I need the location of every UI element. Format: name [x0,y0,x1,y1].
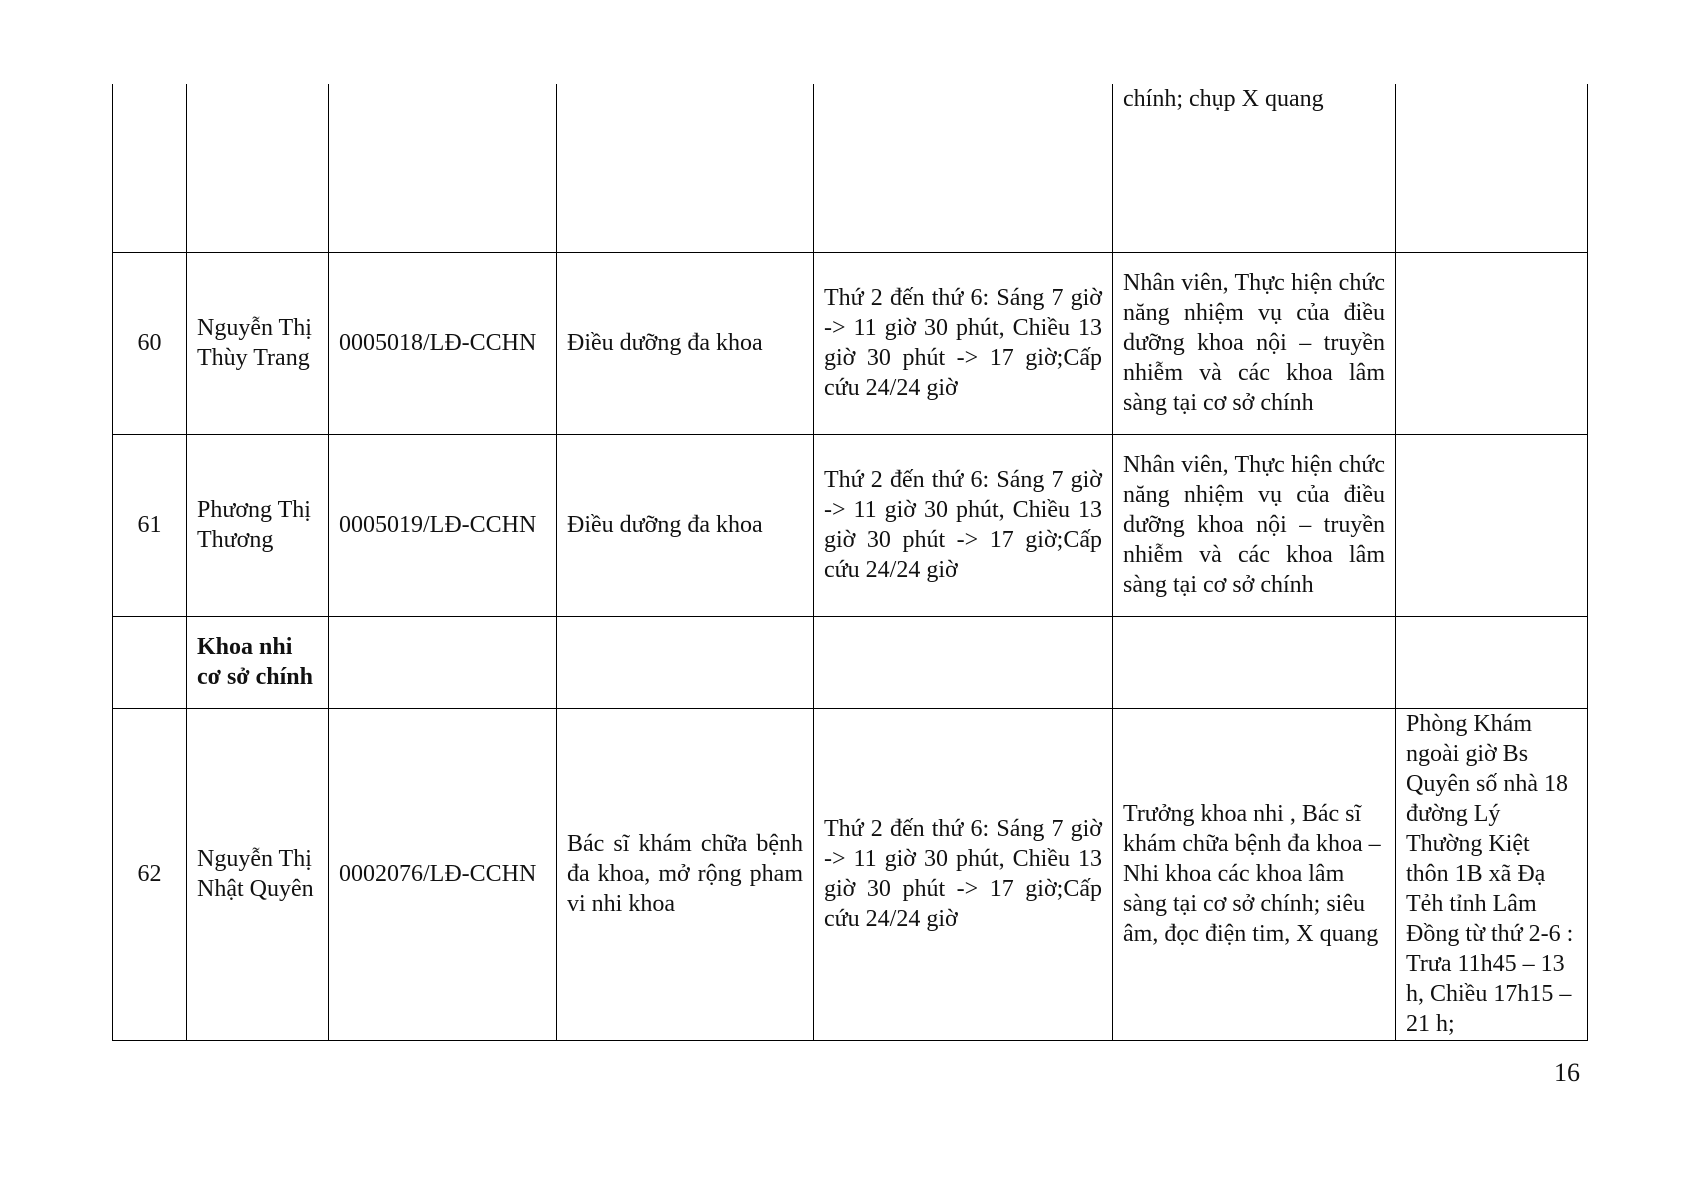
page-number: 16 [1554,1058,1580,1087]
duty-cell: Nhân viên, Thực hiện chức năng nhiệm vụ của điều dưỡng khoa nội – truyền nhiễm và các khoa lâm sàng tại cơ sở chính [1113,434,1396,616]
table-row-continuation [113,84,1588,252]
license-cell: 0005018/LĐ-CCHN [329,252,557,434]
schedule-cell: Thứ 2 đến thứ 6: Sáng 7 giờ -> 11 giờ 30 phút, Chiều 13 giờ 30 phút -> 17 giờ;Cấp cứu 24/24 giờ [814,252,1113,434]
duty-cell: chính; chụp X quang [1113,84,1396,252]
license-cell [329,84,557,252]
scope-cell: Bác sĩ khám chữa bệnh đa khoa, mở rộng pham vi nhi khoa [557,708,814,1040]
stt-cell: 60 [113,252,187,434]
other-cell [1396,616,1588,708]
schedule-cell: Thứ 2 đến thứ 6: Sáng 7 giờ -> 11 giờ 30 phút, Chiều 13 giờ 30 phút -> 17 giờ;Cấp cứu 24/24 giờ [814,434,1113,616]
other-cell [1396,252,1588,434]
staff-table [112,84,1588,1041]
stt-cell: 61 [113,434,187,616]
license-cell [329,616,557,708]
duty-cell: Nhân viên, Thực hiện chức năng nhiệm vụ của điều dưỡng khoa nội – truyền nhiễm và các khoa lâm sàng tại cơ sở chính [1113,252,1396,434]
name-cell: Nguyễn Thị Nhật Quyên [187,708,329,1040]
table-row [113,434,1588,616]
name-cell: Phương Thị Thương [187,434,329,616]
section-title: Khoa nhi cơ sở chính [187,616,329,708]
section-row [113,616,1588,708]
other-cell: Phòng Khám ngoài giờ Bs Quyên số nhà 18 đường Lý Thường Kiệt thôn 1B xã Đạ Tẻh tỉnh Lâm Đồng từ thứ 2-6 : Trưa 11h45 – 13 h, Chiều 17h15 – 21 h; [1396,708,1588,1040]
table-row [113,708,1588,1040]
scope-cell [557,616,814,708]
scope-cell [557,84,814,252]
name-cell: Nguyễn Thị Thùy Trang [187,252,329,434]
scope-cell: Điều dưỡng đa khoa [557,252,814,434]
schedule-cell [814,616,1113,708]
other-cell [1396,434,1588,616]
stt-cell [113,84,187,252]
license-cell: 0002076/LĐ-CCHN [329,708,557,1040]
schedule-cell [814,84,1113,252]
duty-cell [1113,616,1396,708]
other-cell [1396,84,1588,252]
schedule-cell: Thứ 2 đến thứ 6: Sáng 7 giờ -> 11 giờ 30 phút, Chiều 13 giờ 30 phút -> 17 giờ;Cấp cứu 24/24 giờ [814,708,1113,1040]
stt-cell: 62 [113,708,187,1040]
table-row [113,252,1588,434]
name-cell [187,84,329,252]
license-cell: 0005019/LĐ-CCHN [329,434,557,616]
scope-cell: Điều dưỡng đa khoa [557,434,814,616]
stt-cell [113,616,187,708]
duty-cell: Trưởng khoa nhi , Bác sĩ khám chữa bệnh đa khoa – Nhi khoa các khoa lâm sàng tại cơ sở chính; siêu âm, đọc điện tim, X quang [1113,708,1396,1040]
